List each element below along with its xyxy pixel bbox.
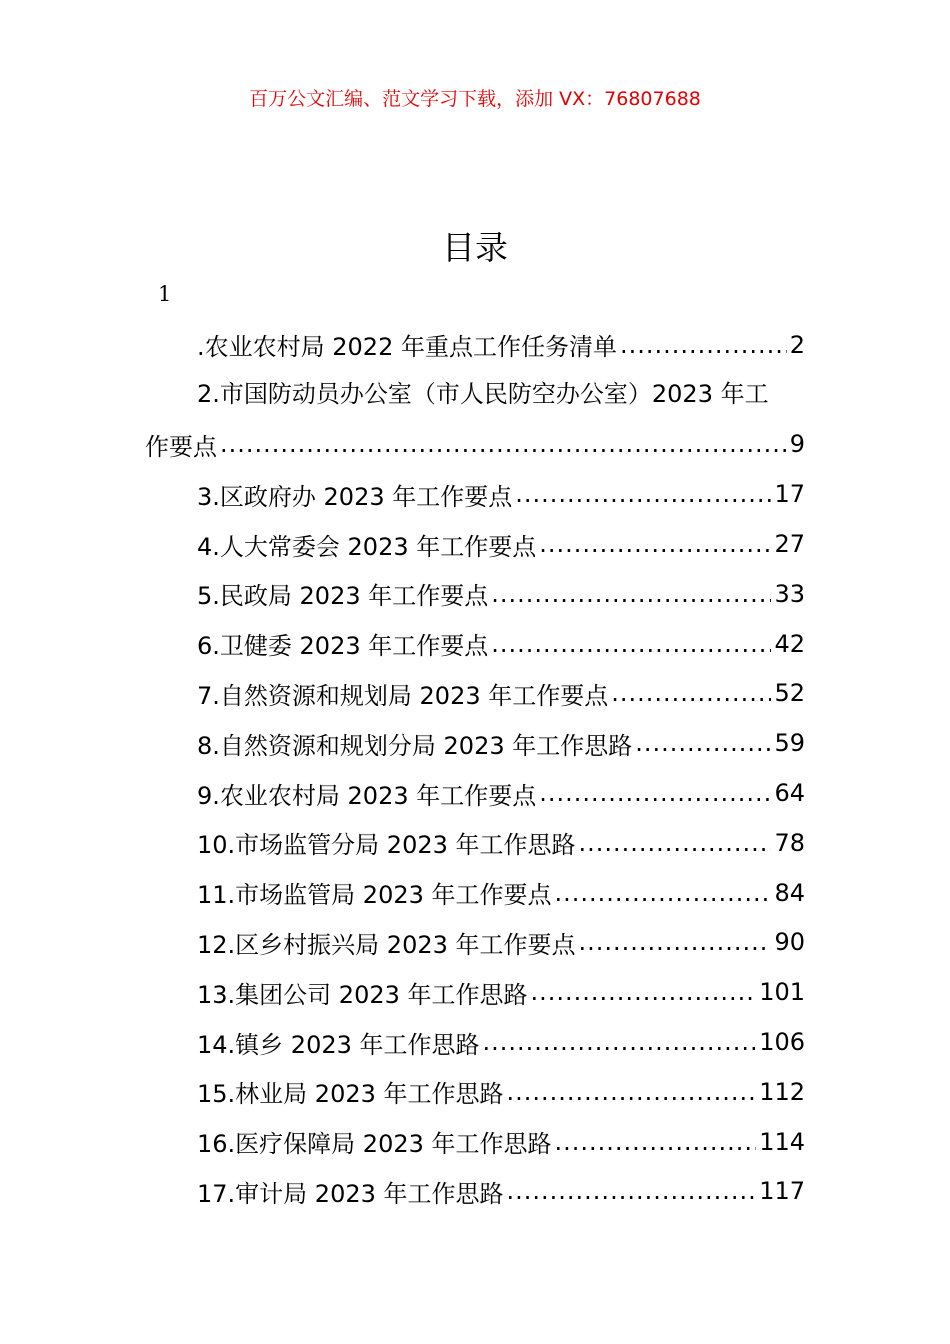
toc-entry-label: 9.农业农村局 2023 年工作要点 (197, 781, 537, 810)
toc-entry-11[interactable] (145, 868, 805, 918)
toc-entry-label: 5.民政局 2023 年工作要点 (197, 582, 489, 611)
toc-entry-page: 2 (789, 330, 805, 359)
toc-entry-page: 64 (774, 779, 805, 808)
toc-leader-dots (531, 978, 757, 1006)
toc-entry-label: 15.林业局 2023 年工作思路 (197, 1080, 504, 1109)
toc-entry-16[interactable] (145, 1117, 805, 1167)
toc-entry-page: 106 (759, 1028, 805, 1057)
toc-entry-page: 117 (759, 1177, 805, 1206)
toc-leader-dots (220, 430, 787, 458)
toc-entry-label: 17.审计局 2023 年工作思路 (197, 1179, 504, 1208)
toc-entry-page: 78 (774, 828, 805, 857)
toc-leader-dots (507, 1078, 757, 1106)
toc-entry-page: 9 (789, 430, 805, 459)
toc-entry-13[interactable] (145, 967, 805, 1017)
toc-entry-15[interactable] (145, 1067, 805, 1117)
toc-entry-label-line2: 作要点 (145, 432, 217, 461)
toc-entry-page: 33 (774, 579, 805, 608)
toc-entry-page: 101 (759, 978, 805, 1007)
toc-entry-label: 10.市场监管分局 2023 年工作思路 (197, 831, 576, 860)
header-watermark-text: 百万公文汇编、范文学习下载，添加 VX：76807688 (249, 88, 701, 110)
toc-leader-dots (635, 729, 771, 757)
toc-leader-dots (491, 580, 771, 608)
toc-leader-dots (539, 530, 771, 558)
toc-leader-dots (579, 829, 772, 857)
toc-entry-page: 59 (774, 729, 805, 758)
toc-entry-page: 84 (774, 878, 805, 907)
toc-entry-label: 4.人大常委会 2023 年工作要点 (197, 532, 537, 561)
table-of-contents (145, 320, 805, 1216)
toc-entry-label: 13.集团公司 2023 年工作思路 (197, 980, 528, 1009)
toc-entry-page: 52 (774, 679, 805, 708)
toc-entry-label: 3.区政府办 2023 年工作要点 (197, 482, 513, 511)
toc-entry-label: 12.区乡村振兴局 2023 年工作要点 (197, 930, 576, 959)
toc-entry-17[interactable] (145, 1167, 805, 1217)
toc-entry-7[interactable] (145, 669, 805, 719)
toc-leader-dots (539, 779, 771, 807)
toc-entry-12[interactable] (145, 918, 805, 968)
toc-entry-label: 11.市场监管局 2023 年工作要点 (197, 881, 552, 910)
toc-entry-10[interactable] (145, 818, 805, 868)
toc-entry-4[interactable] (145, 519, 805, 569)
toc-leader-dots (555, 879, 772, 907)
toc-entry-label: 8.自然资源和规划分局 2023 年工作思路 (197, 731, 633, 760)
toc-entry-label: 6.卫健委 2023 年工作要点 (197, 632, 489, 661)
toc-leader-dots (579, 928, 772, 956)
toc-leader-dots (515, 480, 771, 508)
toc-leader-dots (611, 679, 771, 707)
toc-entry-3[interactable] (145, 469, 805, 519)
list-marker: 1 (158, 282, 172, 306)
toc-entry-page: 42 (774, 629, 805, 658)
toc-entry-1[interactable] (145, 320, 805, 370)
toc-leader-dots (483, 1028, 757, 1056)
toc-entry-label: .农业农村局 2022 年重点工作任务清单 (197, 333, 617, 362)
toc-entry-page: 17 (774, 480, 805, 509)
toc-leader-dots (507, 1177, 757, 1205)
toc-entry-page: 114 (759, 1127, 805, 1156)
toc-leader-dots (555, 1128, 757, 1156)
toc-entry-6[interactable] (145, 619, 805, 669)
toc-entry-label: 7.自然资源和规划局 2023 年工作要点 (197, 681, 609, 710)
toc-entry-page: 112 (759, 1077, 805, 1106)
toc-entry-label: 16.医疗保障局 2023 年工作思路 (197, 1130, 552, 1159)
toc-entry-14[interactable] (145, 1017, 805, 1067)
toc-entry-label-line1: 2.市国防动员办公室（市人民防空办公室）2023 年工 (197, 379, 769, 408)
toc-entry-9[interactable] (145, 768, 805, 818)
toc-leader-dots (620, 331, 787, 359)
toc-leader-dots (491, 630, 771, 658)
toc-entry-2[interactable] (145, 370, 805, 470)
toc-entry-8[interactable] (145, 718, 805, 768)
toc-entry-label: 14.镇乡 2023 年工作思路 (197, 1030, 480, 1059)
page-title: 目录 (442, 228, 508, 267)
toc-entry-page: 27 (774, 530, 805, 559)
toc-entry-5[interactable] (145, 569, 805, 619)
toc-entry-page: 90 (774, 928, 805, 957)
